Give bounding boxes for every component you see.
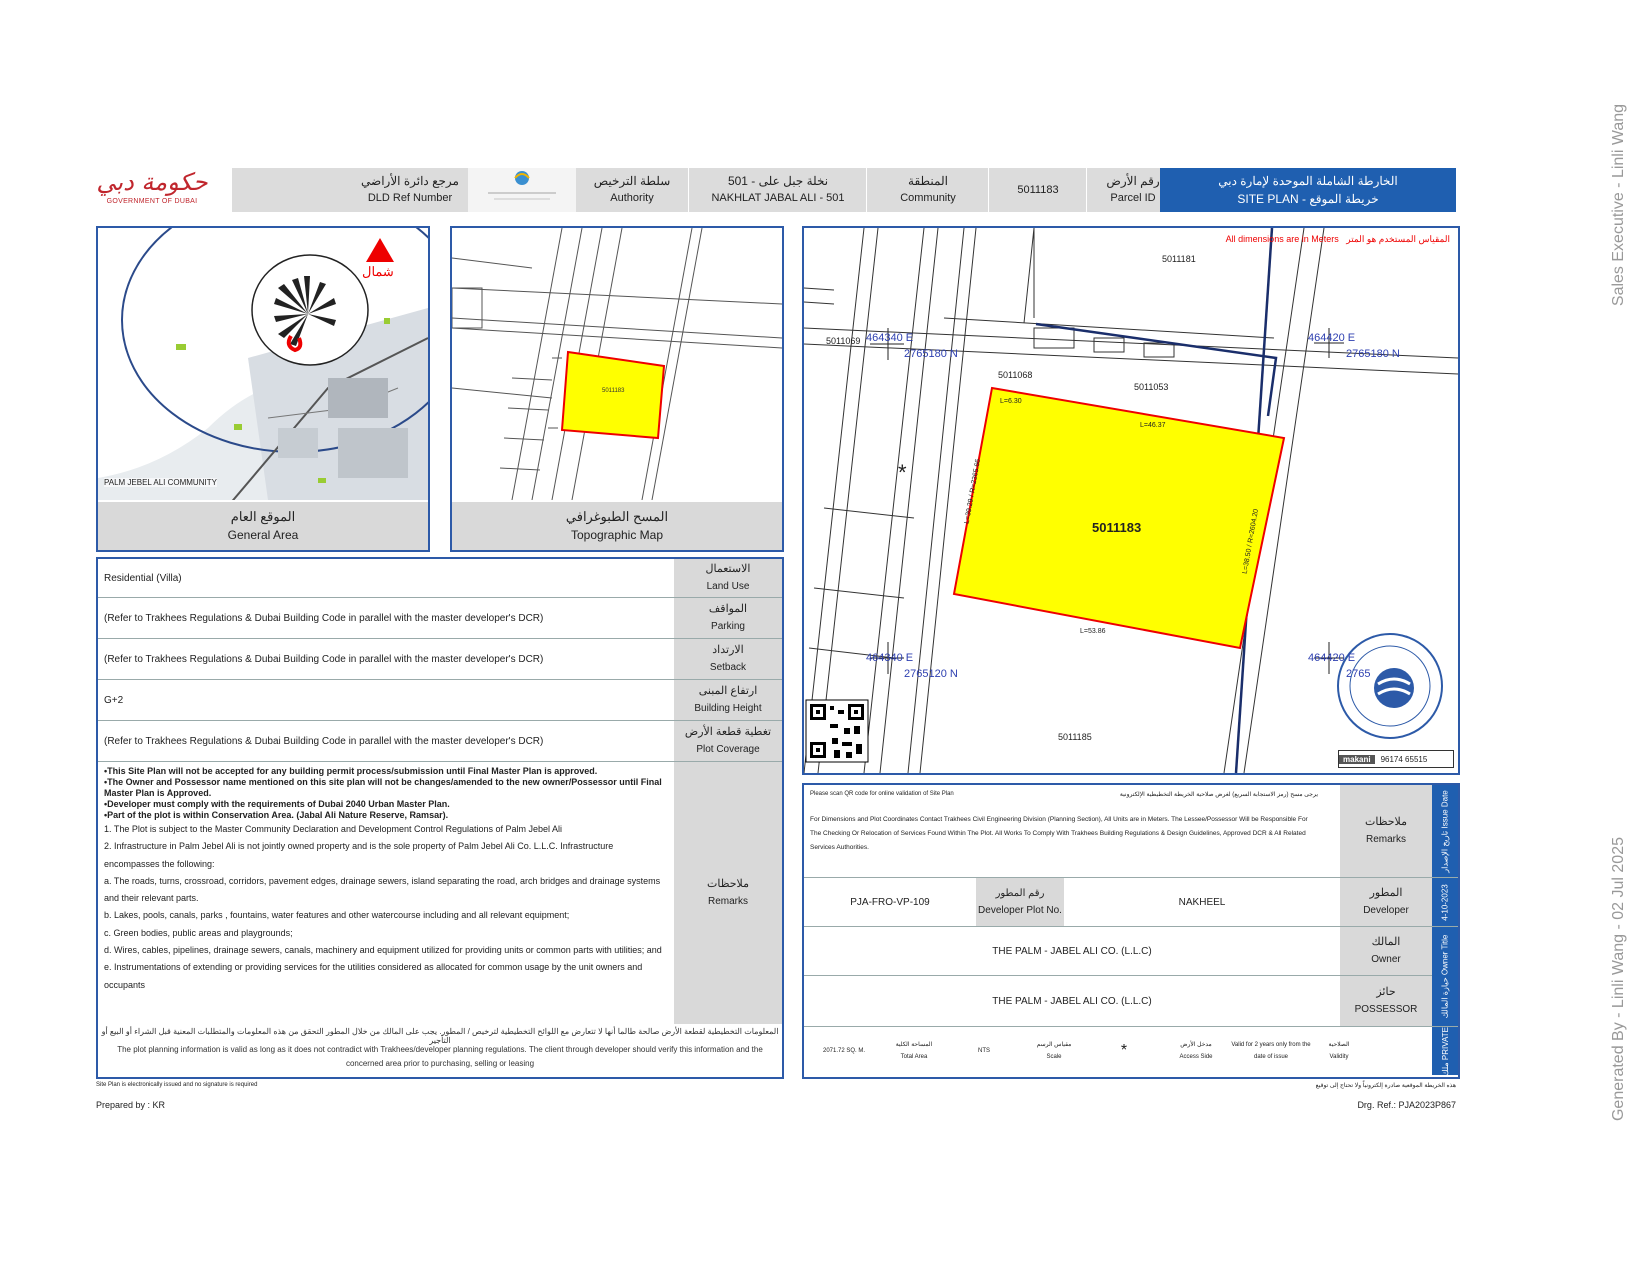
authority-cell (576, 168, 688, 212)
access-star-icon: * (898, 460, 907, 485)
row-owner (804, 927, 1458, 976)
site-plan-title (1160, 168, 1456, 212)
nakhlat-ar: نخلة جبل على - 501 (727, 174, 829, 188)
note-line-1: 1. The Plot is subject to the Master Community Declaration and Development Control Regulations of Palm Jebel Ali (104, 824, 563, 834)
length-a: L=6.30 (1000, 398, 1022, 405)
note-line-7: e. Instrumentations of extending or providing services for the utilities considered as allocated for common usage by the unit owners and occupants (104, 962, 643, 990)
logo-arabic: حكومة دبي (96, 168, 208, 196)
government-logo (96, 166, 208, 216)
neighbor-5011069: 5011069 (826, 336, 861, 346)
parcel-id-ar: رقم الأرض (1106, 174, 1160, 188)
land-use-ar: الاستعمال (705, 563, 751, 575)
access-side-label (1164, 1027, 1228, 1075)
note-bold-3: •Developer must comply with the requirements of Dubai 2040 Urban Master Plan. (104, 799, 450, 809)
possessor-value: THE PALM - JABEL ALI CO. (L.L.C) (992, 995, 1152, 1007)
developer-label (1340, 878, 1432, 926)
date-strip (1432, 878, 1458, 926)
qr-note-ar: يرجى مسح (رمز الاستجابة السريع) لغرض صلاحية الخريطة التخطيطية الإلكترونية (1119, 792, 1318, 798)
note-line-5: c. Green bodies, public areas and playgrounds; (104, 927, 293, 938)
owner-label (1340, 927, 1432, 975)
developer-plot-no-value: PJA-FRO-VP-109 (850, 896, 930, 908)
setback-en: Setback (709, 662, 747, 673)
dld-ref-ar: مرجع دائرة الأراضي (361, 174, 459, 188)
possessor-label (1340, 976, 1432, 1026)
note-line-3: a. The roads, turns, crossroad, corridors, pavement edges, drainage sewers, island separating the road, arch bridges and drainage systems and their relevant parts. (104, 875, 661, 904)
drg-ref: Drg. Ref.: PJA2023P867 (1357, 1100, 1456, 1110)
parcel-id-en: Parcel ID (1110, 192, 1156, 204)
plot-details-table (802, 783, 1460, 1079)
owner-title-label: حيازة المالك Owner Title (1440, 934, 1450, 1019)
private-label: ملك PRIVATE (1440, 1026, 1450, 1076)
parking-ar: المواقف (708, 603, 748, 615)
neighbor-5011185: 5011185 (1058, 732, 1092, 742)
title-ar: الخارطة الشاملة الموحدة لإمارة دبي (1218, 174, 1398, 188)
total-area-value: 2071.72 SQ. M. (822, 1048, 866, 1054)
note-bold-4: •Part of the plot is within Conservation Area. (Jabal Ali Nature Reserve, Ramsar). (104, 810, 449, 820)
qr-note-en: Please scan QR code for online validation of Site Plan (810, 791, 954, 797)
right-remarks-text: For Dimensions and Plot Coordinates Contact Trakhees Civil Engineering Division (Planning Section), All Units are in Meters. The Lessee/Possessor Will be Responsible For The Checking Or Relocation of Services Found Within The Plot. All Works To Comply With Trakhees Building Regulations & Design Guidelines, Approved DCR & All Related Services Authorities. (810, 816, 1308, 851)
community-en: Community (900, 192, 956, 204)
community-map-label: PALM JEBEL ALI COMMUNITY (104, 478, 217, 487)
total-area-label (884, 1027, 944, 1075)
land-use-en: Land Use (706, 581, 750, 592)
possessor-ar: حائز (1376, 986, 1396, 998)
nakhlat-cell (690, 168, 866, 212)
setback-label (673, 639, 782, 679)
owner-value: THE PALM - JABEL ALI CO. (L.L.C) (992, 945, 1152, 957)
topo-plot-label: 5011183 (602, 388, 625, 394)
setback-value: (Refer to Trakhees Regulations & Dubai Building Code in parallel with the master developer's DCR) (104, 653, 544, 665)
row-remarks (98, 762, 782, 1024)
general-area-ar: الموقع العام (230, 509, 296, 524)
title-en: SITE PLAN - خريطة الموقع (1237, 192, 1379, 206)
note-line-4: b. Lakes, pools, canals, parks , fountains, water features and other watercourse including and all relevant equipment; (104, 910, 570, 921)
total-area-ar: المساحة الكلية (895, 1042, 933, 1048)
scale-en: Scale (1046, 1054, 1062, 1060)
qr-code-icon (806, 700, 868, 762)
length-c: L=39.29 / R=2365.66 (963, 458, 983, 525)
makani-logo: makani (1339, 755, 1375, 764)
plot-highlight (562, 352, 664, 438)
issue-date-value: 4-10-2023 (1440, 883, 1450, 921)
developer-en: Developer (1363, 905, 1409, 916)
note-line-2: 2. Infrastructure in Palm Jebel Ali is not jointly owned property and is the sole property of Palm Jebel Ali Co. L.L.C. Infrastructure encompasses the following: (104, 841, 614, 869)
note-bold-1: •This Site Plan will not be accepted for any building permit process/submission until Final Master Plan is approved. (104, 766, 598, 776)
note-line-6: d. Wires, cables, pipelines, drainage sewers, canals, machinery and equipment utilized for providing units or common parts with utilities; and (104, 945, 662, 956)
watermark-bottom: Generated By - Linli Wang - 02 Jul 2025 (1610, 837, 1627, 1122)
topographic-ar: المسح الطبوغرافي (565, 509, 669, 524)
owner-title-strip (1432, 927, 1458, 1026)
parking-label (673, 598, 782, 638)
watermark-top: Sales Executive - Linli Wang (1610, 103, 1627, 307)
coord-tl-e: 464340 E (866, 332, 914, 344)
makani-number: 96174 65515 (1380, 754, 1428, 764)
prepared-by: Prepared by : KR (96, 1100, 166, 1110)
plot-coverage-value: (Refer to Trakhees Regulations & Dubai Building Code in parallel with the master developer's DCR) (104, 735, 544, 747)
row-possessor (804, 976, 1458, 1027)
remarks-ar: ملاحظات (707, 878, 749, 890)
electronic-note: Site Plan is electronically issued and no signature is required (96, 1082, 258, 1088)
issue-date-strip (1432, 785, 1458, 877)
general-area-en: General Area (227, 528, 299, 542)
parking-value: (Refer to Trakhees Regulations & Dubai Building Code in parallel with the master developer's DCR) (104, 612, 544, 624)
possessor-en: POSSESSOR (1354, 1004, 1418, 1015)
developer-value: NAKHEEL (1178, 896, 1226, 908)
owner-ar: المالك (1371, 936, 1401, 948)
neighbor-5011181: 5011181 (1162, 254, 1196, 264)
dims-note-en: All dimensions are in Meters (1225, 234, 1339, 244)
dims-note (1226, 234, 1450, 245)
community-ar: المنطقة (908, 174, 948, 188)
issue-date-label: تاريخ الإصدار Issue Date (1440, 789, 1450, 873)
parcel-value-cell (990, 168, 1086, 212)
community-cell (868, 168, 988, 212)
row-remarks-right (804, 785, 1458, 878)
setback-ar: الارتداد (712, 644, 744, 656)
makani-box (1338, 750, 1454, 768)
scale-value: NTS (978, 1048, 990, 1054)
scale-ar: مقياس الرسم (1036, 1042, 1072, 1048)
validity-ar: الصلاحية (1328, 1042, 1350, 1048)
topographic-caption (452, 502, 782, 550)
authority-ar: سلطة الترخيص (593, 174, 671, 188)
row-developer (804, 878, 1458, 927)
length-d: L=38.50 / R=2604.20 (1241, 508, 1261, 575)
footnote-en: The plot planning information is valid as long as it does not contradict with Trakhees/developer planning regulations. The client through developer should verify this information and the concerned area prior to purchasing, selling or leasing (117, 1045, 763, 1068)
validity-label (1314, 1027, 1364, 1075)
developer-ar: المطور (1369, 887, 1403, 899)
access-side-ar: مدخل الأرض (1180, 1042, 1212, 1048)
neighbor-5011053: 5011053 (1134, 382, 1169, 392)
coord-tr-n: 2765180 N (1346, 348, 1400, 360)
right-remarks-ar: ملاحظات (1365, 816, 1407, 828)
right-remarks-en: Remarks (1365, 834, 1406, 845)
trakhees-logo (468, 168, 576, 212)
north-label: شمال (362, 264, 394, 279)
length-b: L=46.37 (1140, 422, 1166, 429)
remarks-label (673, 762, 782, 1024)
building-height-en: Building Height (694, 703, 762, 714)
coord-br-n: 2765 (1346, 668, 1371, 680)
developer-plot-no-en: Developer Plot No. (978, 905, 1062, 916)
logo-english: GOVERNMENT OF DUBAI (106, 198, 198, 205)
site-map-panel (802, 226, 1460, 775)
length-e: L=53.86 (1080, 628, 1106, 635)
parcel-value: 5011183 (1017, 183, 1059, 196)
parking-en: Parking (711, 621, 745, 632)
access-side-value: * (1120, 1042, 1128, 1059)
validity-en: Validity (1329, 1054, 1349, 1060)
coord-br-e: 464420 E (1308, 652, 1356, 664)
validity-value: Valid for 2 years only from the date of issue (1231, 1042, 1311, 1060)
coord-bl-e: 464340 E (866, 652, 914, 664)
plot-coverage-en: Plot Coverage (696, 744, 760, 755)
coord-tl-n: 2765180 N (904, 348, 958, 360)
coord-tr-e: 464420 E (1308, 332, 1356, 344)
topographic-map (452, 228, 782, 500)
remarks-notes (104, 766, 664, 994)
building-height-label (673, 680, 782, 720)
row-plot-coverage (98, 721, 782, 762)
scale-label (1024, 1027, 1084, 1075)
plot-coverage-label (673, 721, 782, 761)
site-plan-header (232, 168, 1456, 212)
coord-bl-n: 2765120 N (904, 668, 958, 680)
row-land-use (98, 559, 782, 598)
note-bold-2: •The Owner and Possessor name mentioned on this site plan will not be changes/amended to the new owner/Possessor until Final Master Plan is Approved. (104, 777, 662, 798)
authority-en: Authority (610, 192, 654, 204)
land-use-value: Residential (Villa) (104, 572, 182, 584)
developer-plot-no-label (976, 878, 1064, 926)
row-summary (804, 1027, 1458, 1075)
owner-en: Owner (1371, 954, 1401, 965)
remarks-en: Remarks (707, 896, 748, 907)
site-map (804, 228, 1458, 773)
total-area-en: Total Area (900, 1054, 928, 1060)
building-height-ar: ارتفاع المبنى (698, 685, 758, 697)
dld-ref-en: DLD Ref Number (367, 192, 453, 204)
neighbor-5011068: 5011068 (998, 370, 1033, 380)
trakhees-emblem-icon (468, 168, 576, 212)
general-area-caption (98, 502, 428, 550)
plot-id-label: 5011183 (1092, 520, 1142, 535)
nakhlat-en: NAKHLAT JABAL ALI - 501 (711, 192, 845, 204)
row-parking (98, 598, 782, 639)
right-remarks-label (1340, 785, 1432, 877)
row-building-height (98, 680, 782, 721)
row-setback (98, 639, 782, 680)
topographic-panel (450, 226, 784, 552)
developer-plot-no-ar: رقم المطور (995, 888, 1045, 899)
access-side-en: Access Side (1179, 1054, 1213, 1060)
topographic-en: Topographic Map (570, 528, 664, 542)
electronic-note-ar: هذه الخريطة الموقعية صادرة إلكترونياً ولا تحتاج إلى توقيع (1315, 1083, 1456, 1089)
general-area-panel (96, 226, 430, 552)
plot-coverage-ar: تغطية قطعة الأرض (684, 726, 772, 738)
land-use-label (673, 559, 782, 597)
footnote-ar: المعلومات التخطيطية لقطعة الأرض صالحة طالما أنها لا تتعارض مع اللوائح التخطيطية لترخيص / المطور. يجب على المالك من خلال المطور التحقق من هذه المعلومات والمتطلبات المعنية قبل الشراء أو البيع أو التأجير (101, 1027, 779, 1045)
building-height-value: G+2 (104, 694, 124, 706)
property-table (96, 557, 784, 1079)
dld-ref-cell (350, 168, 470, 212)
dims-note-ar: المقياس المستخدم هو المتر (1346, 234, 1450, 244)
private-strip (1432, 1027, 1458, 1075)
